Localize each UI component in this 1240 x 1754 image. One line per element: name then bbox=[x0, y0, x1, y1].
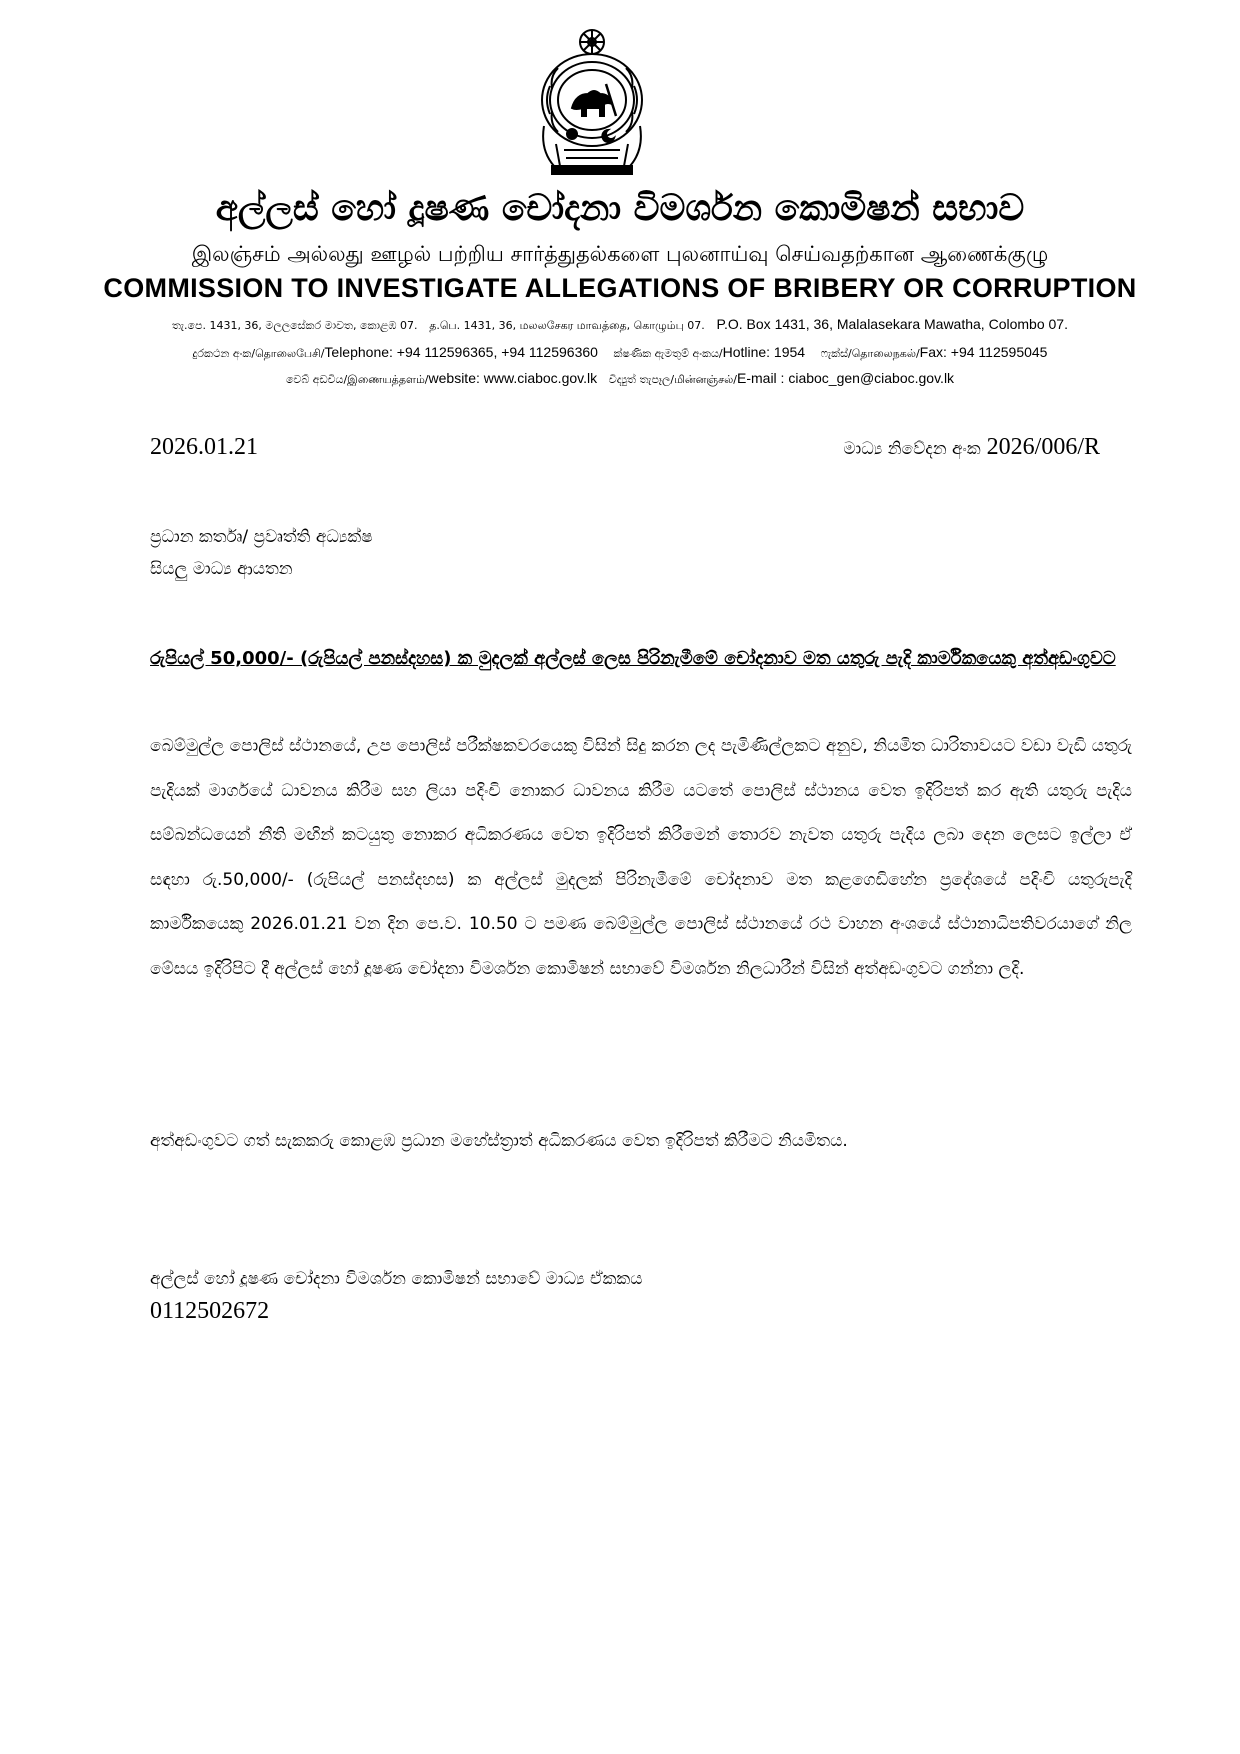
telephone-numbers: Telephone: +94 112596365, +94 112596360 bbox=[324, 344, 598, 360]
website-link[interactable]: website: www.ciaboc.gov.lk bbox=[428, 370, 598, 386]
hotline-label-local: ක්ෂණික ඇමතුම් අංකය/ bbox=[613, 347, 723, 360]
contact-phone-line bbox=[60, 342, 1180, 364]
email-label-local: විද්‍යුත් තැපෑල/மின்னஞ்சல்/ bbox=[608, 373, 737, 386]
signature-media-unit: අල්ලස් හෝ දූෂණ චෝදනා විමර්ශන කොමිෂන් සභාවේ මාධ්‍ය ඒකකය bbox=[150, 1269, 643, 1289]
recipient-line-1: ප්‍රධාන කර්තෘ/ ප්‍රවෘත්ති අධ්‍යක්ෂ bbox=[150, 527, 373, 547]
hotline-number: Hotline: 1954 bbox=[722, 344, 806, 360]
body-paragraph-2: අත්අඩංගුවට ගත් සැකකරු කොළඹ ප්‍රධාන මහේස්ත්‍රාත් අධිකරණය වෙත ඉදිරිපත් කිරීමට නියමිතය. bbox=[150, 1131, 848, 1151]
body-paragraph-1: බෙම්මුල්ල පොලිස් ස්ථානයේ, උප පොලිස් පරීක්ෂකවරයෙකු විසින් සිදු කරන ලද පැමිණිල්ලකට අනුව, නියමිත ධාරිතාවයට වඩා වැඩි යතුරු පැදියක් මාර්ගයේ ධාවනය කිරීම සහ ලියා පදිංචි නොකර ධාවනය කිරීම යටතේ පොලිස් ස්ථානය වෙත ඉදිරිපත් කර ඇති යතුරු පැදිය සම්බන්ධයෙන් නීති මඟින් කටයුතු නොකර අධිකරණය වෙත ඉදිරිපත් කිරීමෙන් තොරව නැවත යතුරු පැදිය ලබා දෙන ලෙසට ඉල්ලා ඒ සඳහා රු.50,000/- (රුපියල් පනස්දහස) ක අල්ලස් මුදලක් පිරිනැමීමේ චෝදනාව මත කළගෙඩිහේන ප්‍රදේශයේ පදිංචි යතුරුපැදි කාර්මිකයෙකු 2026.01.21 වන දින පෙ.ව. 10.50 ට පමණ බෙම්මුල්ල පොලිස් ස්ථානයේ රථ වාහන අංශයේ ස්ථානාධිපතිවරයාගේ නිල මේසය ඉදිරිපිට දී අල්ලස් හෝ දූෂණ චෝදනා විමර්ශන කොමිෂන් සභාවේ විමර්ශන නිලධාරීන් විසින් අත්අඩංගුවට ගන්නා ලදි. bbox=[150, 736, 1132, 979]
address-english: P.O. Box 1431, 36, Malalasekara Mawatha, Colombo 07. bbox=[716, 316, 1068, 332]
contact-web-line bbox=[60, 368, 1180, 390]
reference-label: මාධ්‍ය නිවේදන අංක bbox=[843, 439, 981, 459]
commission-title-tamil: இலஞ்சம் அல்லது ஊழல் பற்றிய சார்த்துதல்களை புலனாய்வு செய்வதற்கான ஆணைக்குழு bbox=[191, 242, 1049, 266]
commission-title-sinhala: අල්ලස් හෝ දූෂණ චෝදනා විමර්ශන කොමිෂන් සභාව bbox=[215, 188, 1025, 229]
telephone-label-local: දුරකථන අංක/தொலைபேசி/ bbox=[192, 347, 325, 360]
fax-label-local: ෆැක්ස්/தொலைநகல்/ bbox=[820, 347, 920, 360]
signature-phone: 0112502672 bbox=[150, 1298, 270, 1324]
contact-address-line bbox=[60, 314, 1180, 336]
letter-date: 2026.01.21 bbox=[150, 434, 258, 460]
address-tamil: த.பெ. 1431, 36, மலலசேகர மாவத்தை, கொழும்பு 07. bbox=[429, 319, 705, 332]
website-label-local: වෙබ් අඩවිය/இணையத்தளம்/ bbox=[285, 373, 429, 386]
letter-subject: රුපියල් 50,000/- (රුපියල් පනස්දහස) ක මුදලක් අල්ලස් ලෙස පිරිනැමීමේ චෝදනාව මත යතුරු පැදි කාර්මිකයෙකු අත්අඩංගුවට bbox=[150, 648, 1116, 669]
fax-number: Fax: +94 112595045 bbox=[919, 344, 1048, 360]
email-link[interactable]: E-mail : ciaboc_gen@ciaboc.gov.lk bbox=[737, 370, 955, 386]
recipient-line-2: සියලු මාධ්‍ය ආයතන bbox=[150, 559, 293, 579]
sri-lanka-state-emblem-icon bbox=[536, 26, 648, 178]
reference-number: 2026/006/R bbox=[986, 434, 1100, 460]
commission-title-english: COMMISSION TO INVESTIGATE ALLEGATIONS OF BRIBERY OR CORRUPTION bbox=[103, 273, 1137, 303]
media-release-reference bbox=[843, 432, 1100, 464]
address-sinhala: තැ.පෙ. 1431, 36, මලලසේකර මාවත, කොළඹ 07. bbox=[172, 319, 418, 332]
